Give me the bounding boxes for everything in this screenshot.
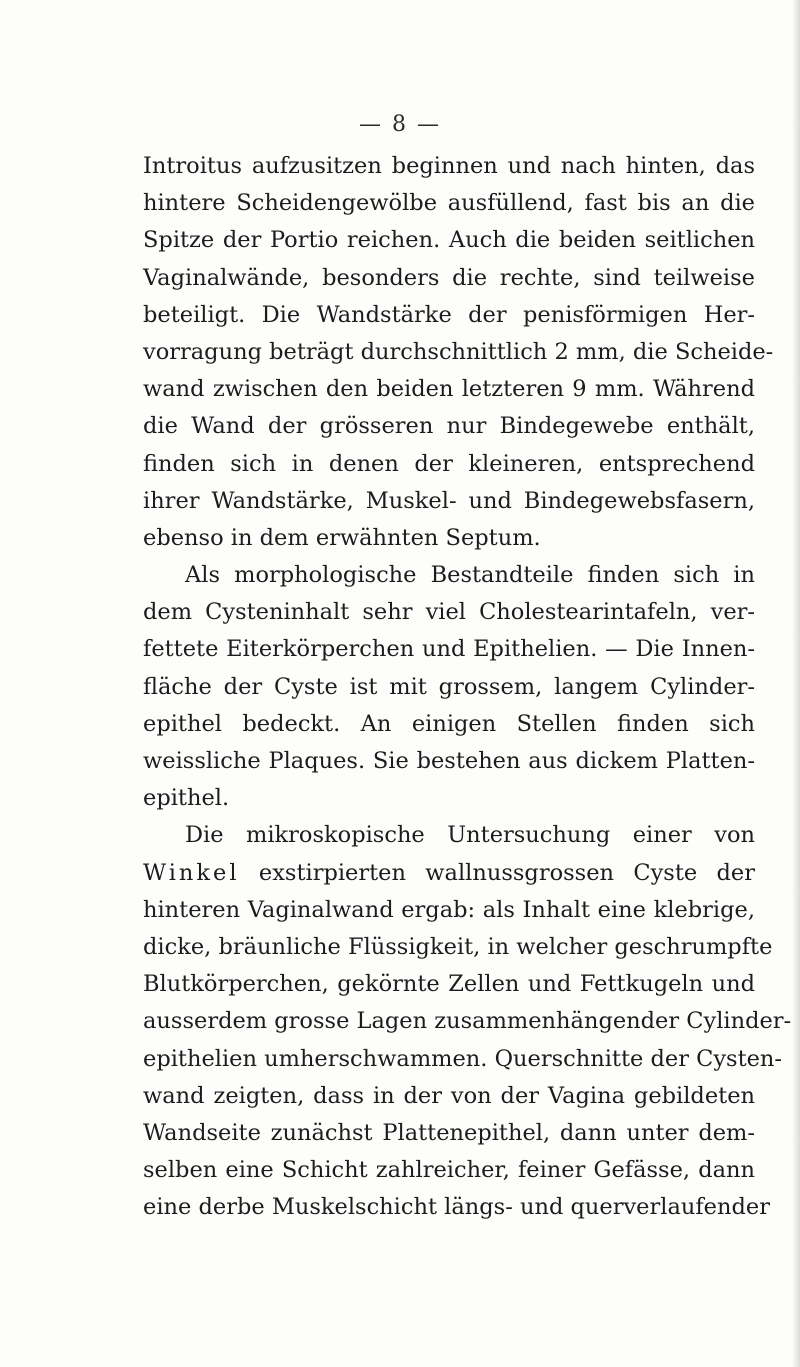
text-line: wand zwischen den beiden letzteren 9 mm. Während [143,376,755,403]
text-line [143,855,755,892]
paragraph-start-line: Die mikroskopische Untersuchung einer von [185,822,755,849]
text-line: Blutkörperchen, gekörnte Zellen und Fettkugeln und [143,971,755,998]
paragraph-start-line: Als morphologische Bestandteile finden sich in [185,562,755,589]
text-line: ausserdem grosse Lagen zusammenhängender Cylinder- [143,1008,792,1035]
text-line: Wandseite zunächst Plattenepithel, dann unter dem- [143,1119,755,1146]
paragraph-end-line: epithel. [143,785,230,812]
text-line: epithel bedeckt. An einigen Stellen finden sich [143,710,755,737]
text-line: finden sich in denen der kleineren, entsprechend [143,450,755,477]
text-fragment: exstirpierten wallnussgrossen Cyste der [258,859,755,886]
text-line: hinteren Vaginalwand ergab: als Inhalt eine klebrige, [143,896,755,923]
body-text [143,148,792,1226]
text-line: eine derbe Muskelschicht längs- und querverlaufender [143,1194,770,1221]
text-line: selben eine Schicht zahlreicher, feiner Gefässe, dann [143,1157,755,1184]
text-line: weissliche Plaques. Sie bestehen aus dickem Platten- [143,748,755,774]
author-name: Winkel [143,859,240,886]
text-line: dem Cysteninhalt sehr viel Cholestearintafeln, ver- [143,599,755,626]
text-line: dicke, bräunliche Flüssigkeit, in welcher geschrumpfte [143,933,773,960]
text-line: beteiligt. Die Wandstärke der penisförmigen Her- [143,301,755,328]
text-line: fettete Eiterkörperchen und Epithelien. — Die Innen- [143,636,755,663]
text-line: fläche der Cyste ist mit grossem, langem Cylinder- [143,673,755,700]
text-line: die Wand der grösseren nur Bindegewebe enthält, [143,413,755,440]
page-number: — 8 — [359,112,441,137]
text-line: wand zeigten, dass in der von der Vagina gebildeten [143,1082,755,1109]
paragraph-end-line: ebenso in dem erwähnten Septum. [143,524,541,551]
text-line: epithelien umherschwammen. Querschnitte der Cysten- [143,1045,783,1072]
text-line: Introitus aufzusitzen beginnen und nach hinten, das [143,153,755,179]
text-line: vorragung beträgt durchschnittlich 2 mm, die Scheide- [143,338,774,365]
text-line: Vaginalwände, besonders die rechte, sind teilweise [143,264,755,291]
text-line: ihrer Wandstärke, Muskel- und Bindegewebsfasern, [143,487,755,514]
text-line: Spitze der Portio reichen. Auch die beiden seitlichen [143,227,755,254]
text-line: hintere Scheidengewölbe ausfüllend, fast bis an die [143,190,755,217]
page-edge-shadow [792,0,800,1367]
